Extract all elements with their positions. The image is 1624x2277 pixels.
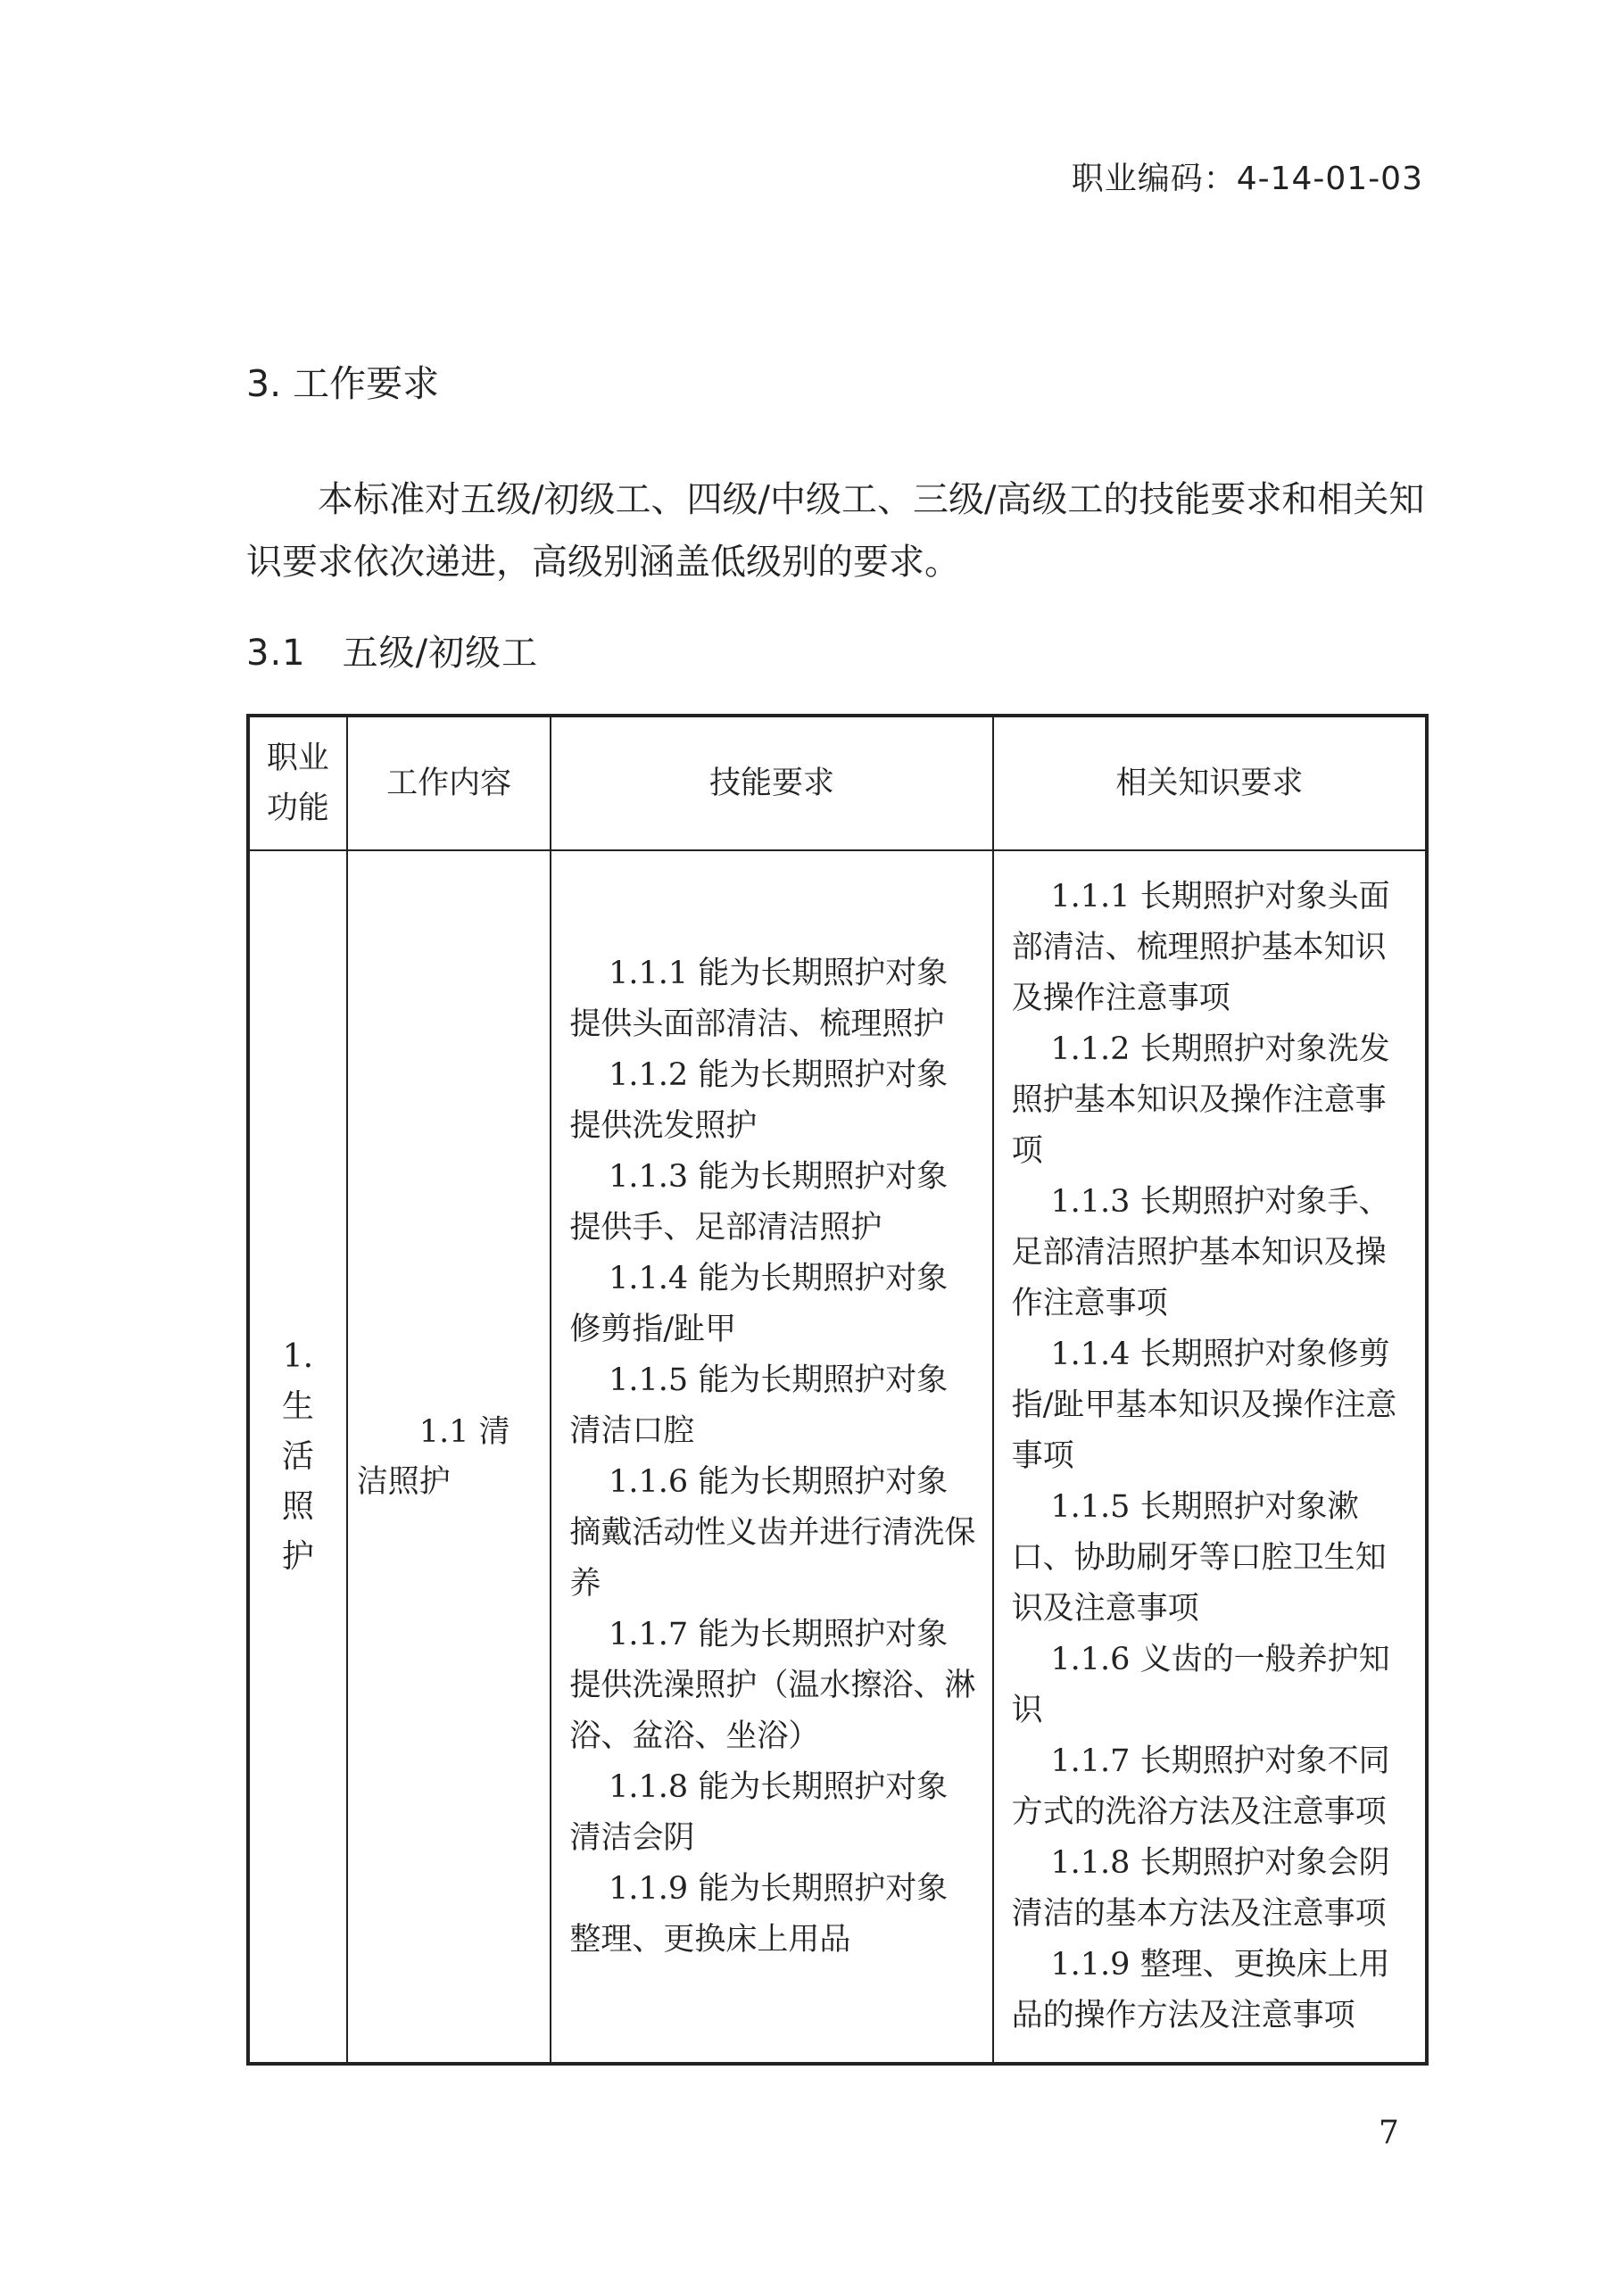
work-content-text: 1.1 清洁照护 <box>356 1413 510 1500</box>
occupation-code: 职业编码：4-14-01-03 <box>1071 161 1423 197</box>
skill-item: 1.1.1 能为长期照护对象提供头面部清洁、梳理照护 <box>569 955 949 1042</box>
function-cell <box>248 850 347 2064</box>
knowledge-item: 1.1.2 长期照护对象洗发照护基本知识及操作注意事项 <box>1011 1031 1390 1169</box>
function-number: 1. <box>282 1337 314 1375</box>
skill-item: 1.1.7 能为长期照护对象提供洗澡照护（温水擦浴、淋浴、盆浴、坐浴） <box>569 1616 976 1754</box>
page-number: 7 <box>1379 2115 1399 2151</box>
header-knowledge: 相关知识要求 <box>993 716 1427 850</box>
skill-item: 1.1.8 能为长期照护对象清洁会阴 <box>569 1768 949 1856</box>
work-content-cell <box>347 850 551 2064</box>
table-header-row <box>248 716 1427 850</box>
knowledge-item: 1.1.6 义齿的一般养护知识 <box>1011 1642 1390 1728</box>
header-work-content: 工作内容 <box>347 716 551 850</box>
function-name: 生活照护 <box>281 1387 314 1575</box>
intro-paragraph: 本标准对五级/初级工、四级/中级工、三级/高级工的技能要求和相关知识要求依次递进，高级别涵盖低级别的要求。 <box>246 479 1425 583</box>
requirements-table <box>246 714 1429 2066</box>
knowledge-item: 1.1.3 长期照护对象手、足部清洁照护基本知识及操作注意事项 <box>1011 1184 1390 1321</box>
skill-item: 1.1.2 能为长期照护对象提供洗发照护 <box>569 1056 949 1144</box>
skill-item: 1.1.5 能为长期照护对象清洁口腔 <box>569 1362 949 1449</box>
knowledge-item: 1.1.1 长期照护对象头面部清洁、梳理照护基本知识及操作注意事项 <box>1011 879 1390 1016</box>
knowledge-item: 1.1.9 整理、更换床上用品的操作方法及注意事项 <box>1011 1947 1390 2033</box>
knowledge-item: 1.1.5 长期照护对象漱口、协助刷牙等口腔卫生知识及注意事项 <box>1011 1489 1387 1627</box>
skill-item: 1.1.4 能为长期照护对象修剪指/趾甲 <box>569 1260 949 1347</box>
section-title: 3. 工作要求 <box>246 362 440 405</box>
knowledge-item: 1.1.4 长期照护对象修剪指/趾甲基本知识及操作注意事项 <box>1011 1337 1397 1474</box>
skill-item: 1.1.3 能为长期照护对象提供手、足部清洁照护 <box>569 1158 949 1246</box>
subsection-title: 3.1 五级/初级工 <box>246 633 539 674</box>
skills-cell <box>551 850 992 2064</box>
table-row <box>248 850 1427 2064</box>
header-function: 职业功能 <box>248 716 347 850</box>
skill-item: 1.1.6 能为长期照护对象摘戴活动性义齿并进行清洗保养 <box>569 1463 976 1602</box>
header-skills: 技能要求 <box>551 716 992 850</box>
knowledge-cell <box>993 850 1427 2064</box>
knowledge-item: 1.1.8 长期照护对象会阴清洁的基本方法及注意事项 <box>1011 1845 1390 1932</box>
knowledge-item: 1.1.7 长期照护对象不同方式的洗浴方法及注意事项 <box>1011 1743 1390 1830</box>
skill-item: 1.1.9 能为长期照护对象整理、更换床上用品 <box>569 1870 949 1958</box>
